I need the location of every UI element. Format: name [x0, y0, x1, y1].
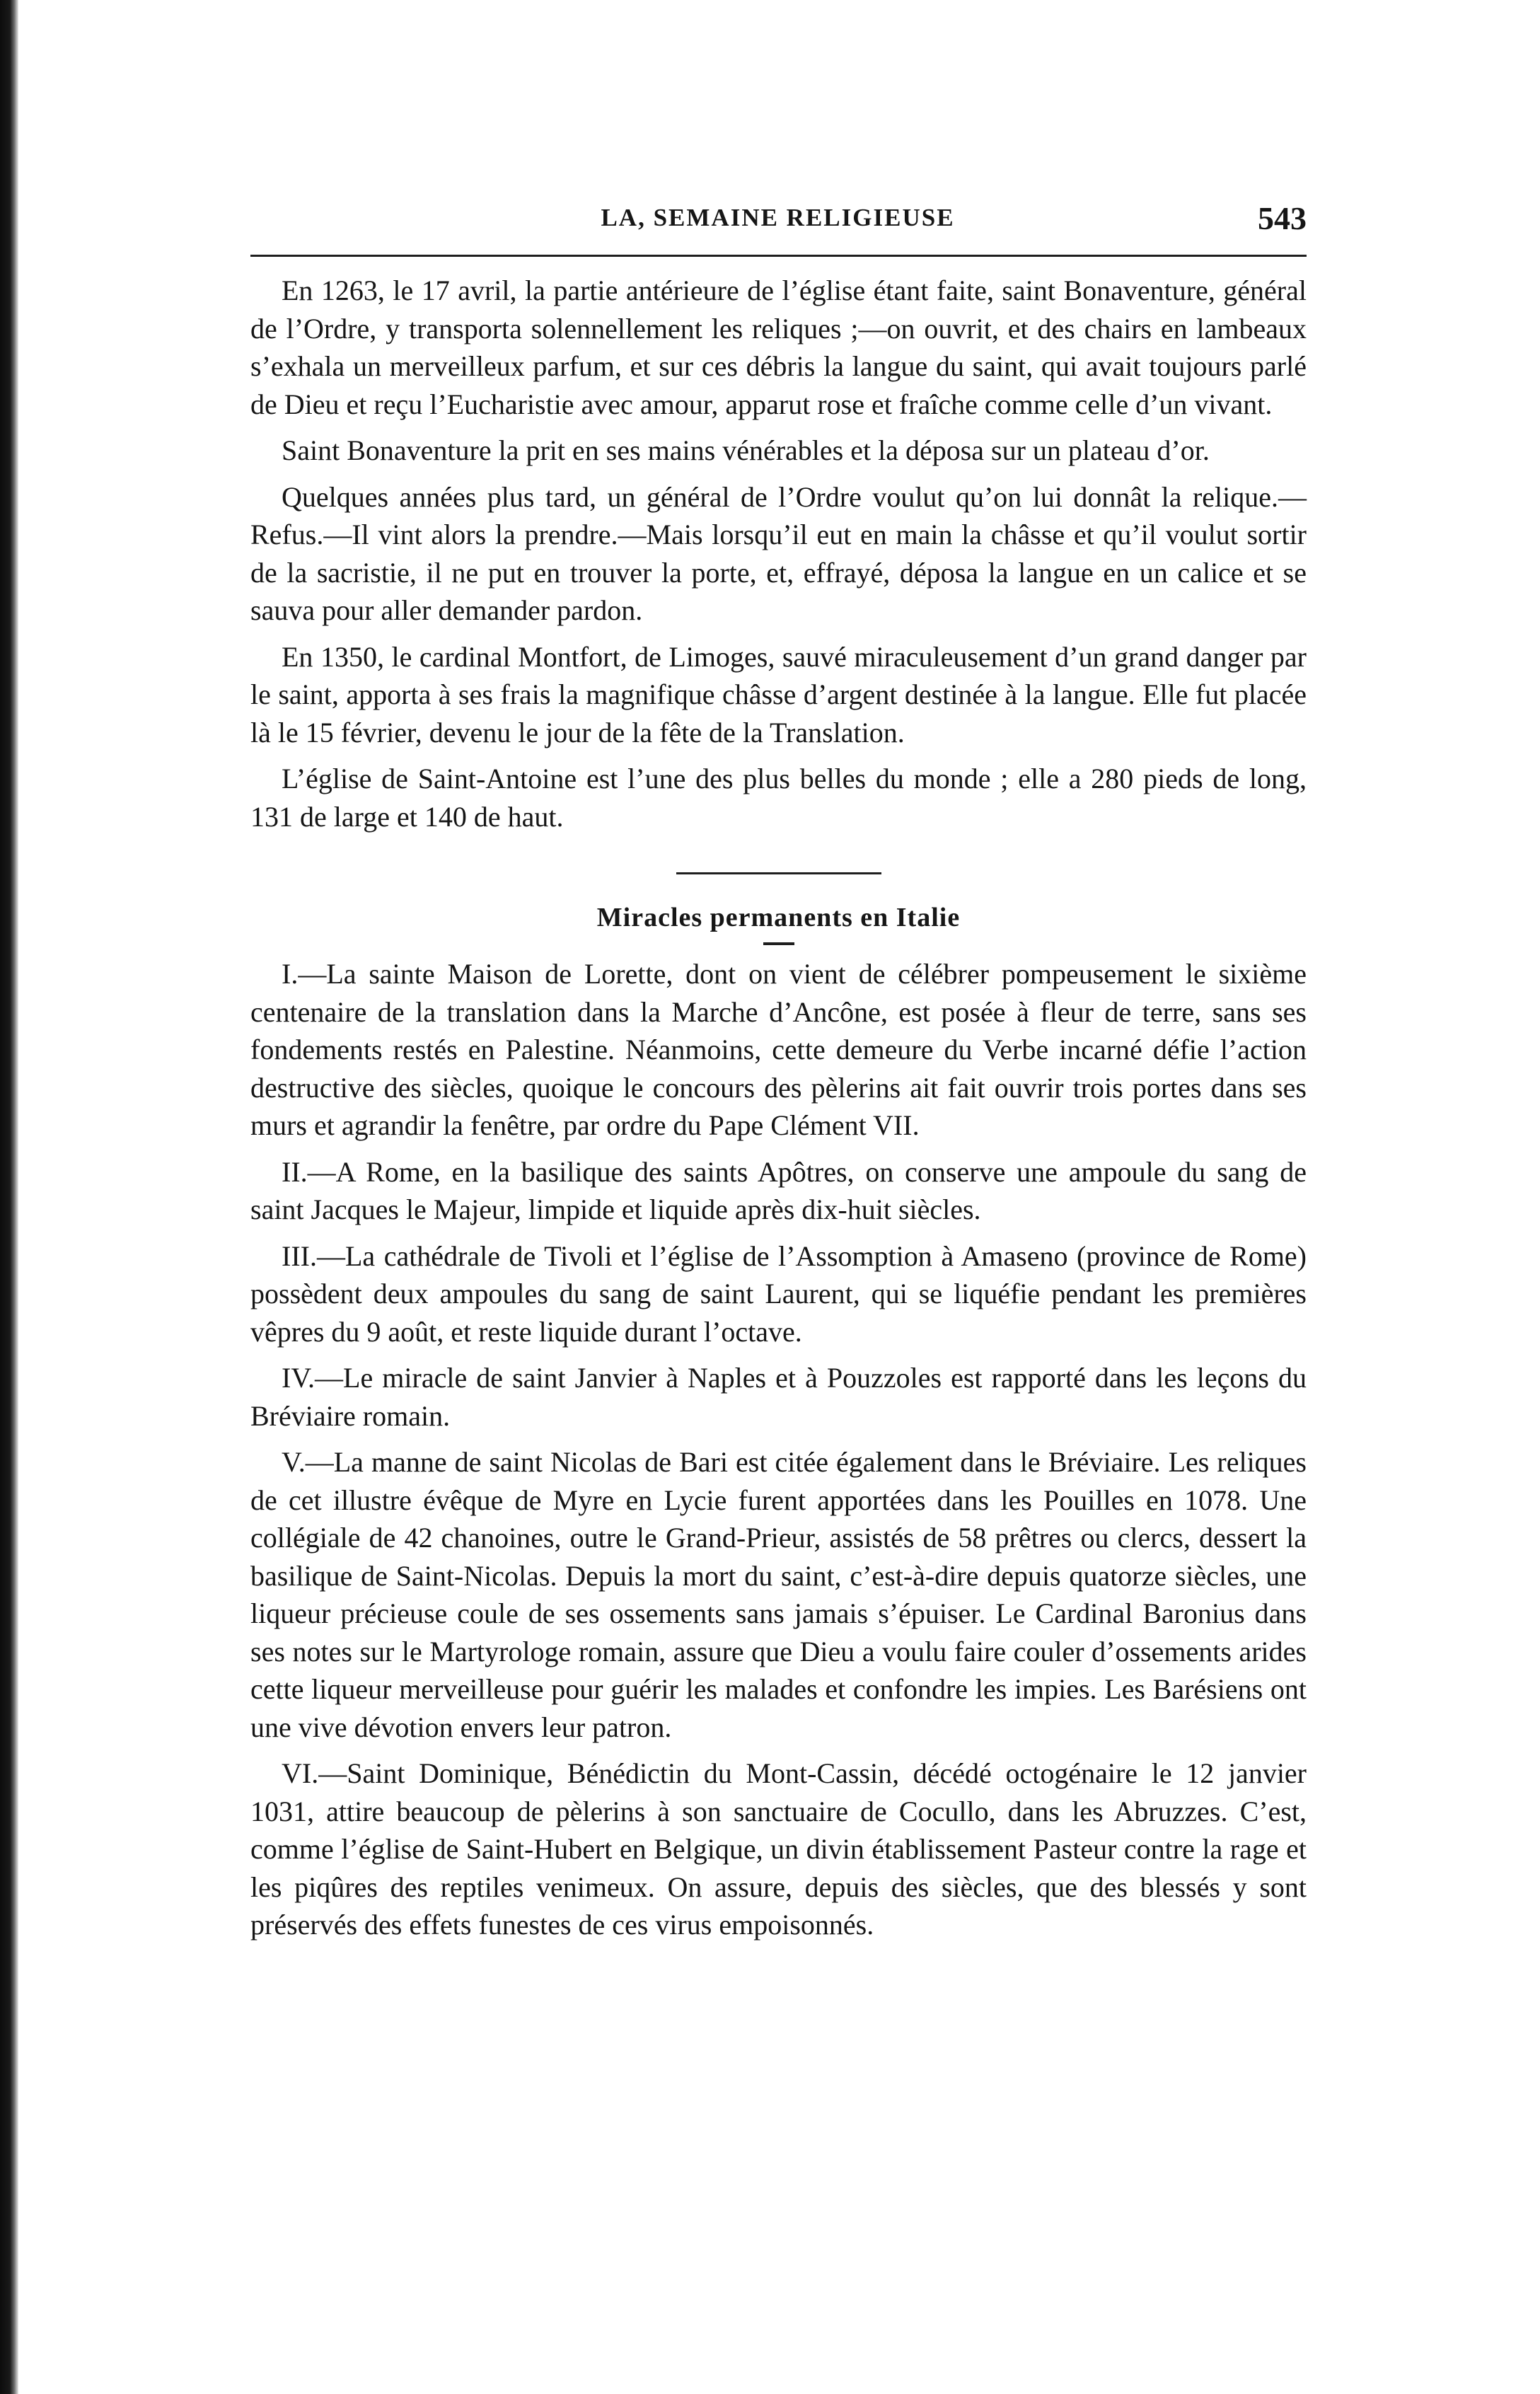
section-separator-rule: [676, 872, 881, 874]
title-underline-rule: [763, 942, 794, 945]
page-header: [249, 200, 1307, 242]
running-title: LA, SEMAINE RELIGIEUSE: [601, 204, 955, 231]
paragraph: En 1263, le 17 avril, la partie antérieure de l’église étant faite, saint Bonaventure, général de l’Ordre, y transporta solennellement les reliques ;—on ouvrit, et des chairs en lambeaux s’exhala un merveilleux parfum, et sur ces débris la langue du saint, qui avait toujours parlé de Dieu et reçu l’Eucharistie avec amour, apparut rose et fraîche comme celle d’un vivant.: [250, 274, 1307, 420]
numbered-paragraph: II.—A Rome, en la basilique des saints Apôtres, on conserve une ampoule du sang de saint Jacques le Majeur, limpide et liquide après dix-huit siècles.: [250, 1155, 1307, 1225]
numbered-paragraph: I.—La sainte Maison de Lorette, dont on vient de célébrer pompeusement le sixième centenaire de la translation dans la Marche d’Ancône, est posée à fleur de terre, sans ses fondements restés en Palestine. Néanmoins, cette demeure du Verbe incarné défie l’action destructive des siècles, quoique le concours des pèlerins ait fait ouvrir trois portes dans ses murs et agrandir la fenêtre, par ordre du Pape Clément VII.: [250, 958, 1307, 1141]
numbered-paragraph: III.—La cathédrale de Tivoli et l’église de l’Assomption à Amaseno (province de Rome) possèdent deux ampoules du sang de saint Laurent, qui se liquéfie pendant les premières vêpres du 9 août, et reste liquide durant l’octave.: [250, 1239, 1307, 1348]
paragraph: Quelques années plus tard, un général de l’Ordre voulut qu’on lui donnât la relique.—Refus.—Il vint alors la prendre.—Mais lorsqu’il eut en main la châsse et qu’il voulut sortir de la sacristie, il ne put en trouver la porte, et, effrayé, déposa la langue en un calice et se sauva pour aller demander pardon.: [250, 480, 1307, 626]
numbered-paragraph: IV.—Le miracle de saint Janvier à Naples et à Pouzzoles est rapporté dans les leçons du Bréviaire romain.: [250, 1362, 1307, 1432]
page-number: 543: [1258, 200, 1307, 236]
body-text: [250, 272, 1307, 1953]
paragraph: Saint Bonaventure la prit en ses mains vénérables et la déposa sur un plateau d’or.: [282, 434, 1210, 466]
numbered-paragraph: VI.—Saint Dominique, Bénédictin du Mont-Cassin, décédé octogénaire le 12 janvier 1031, attire beaucoup de pèlerins à son sanctuaire de Cocullo, dans les Abruzzes. C’est, comme l’église de Saint-Hubert en Belgique, un divin établissement Pasteur contre la rage et les piqûres des reptiles venimeux. On assure, depuis des siècles, que des blessés y sont préservés des effets funestes de ces virus empoisonnés.: [250, 1757, 1307, 1941]
paragraph: En 1350, le cardinal Montfort, de Limoges, sauvé miraculeusement d’un grand danger par le saint, apporta à ses frais la magnifique châsse d’argent destinée à la langue. Elle fut placée là le 15 février, devenu le jour de la fête de la Translation.: [250, 640, 1307, 748]
numbered-paragraph: V.—La manne de saint Nicolas de Bari est citée également dans le Bréviaire. Les reliques de cet illustre évêque de Myre en Lycie furent apportées dans les Pouilles en 1078. Une collégiale de 42 chanoines, outre le Grand-Prieur, assistés de 58 prêtres ou clercs, dessert la basilique de Saint-Nicolas. Depuis la mort du saint, c’est-à-dire depuis quatorze siècles, une liqueur précieuse coule de ses ossements sans jamais s’épuiser. Le Cardinal Baronius dans ses notes sur le Martyrologe romain, assure que Dieu a voulu faire couler d’ossements arides cette liqueur merveilleuse pour guérir les malades et confondre les impies. Les Barésiens ont une vive dévotion envers leur patron.: [250, 1446, 1307, 1743]
header-rule: [250, 255, 1307, 257]
paragraph: L’église de Saint-Antoine est l’une des plus belles du monde ; elle a 280 pieds de long, 131 de large et 140 de haut.: [250, 763, 1307, 833]
section-title: Miracles permanents en Italie: [596, 903, 961, 932]
binding-edge: [0, 0, 18, 2394]
